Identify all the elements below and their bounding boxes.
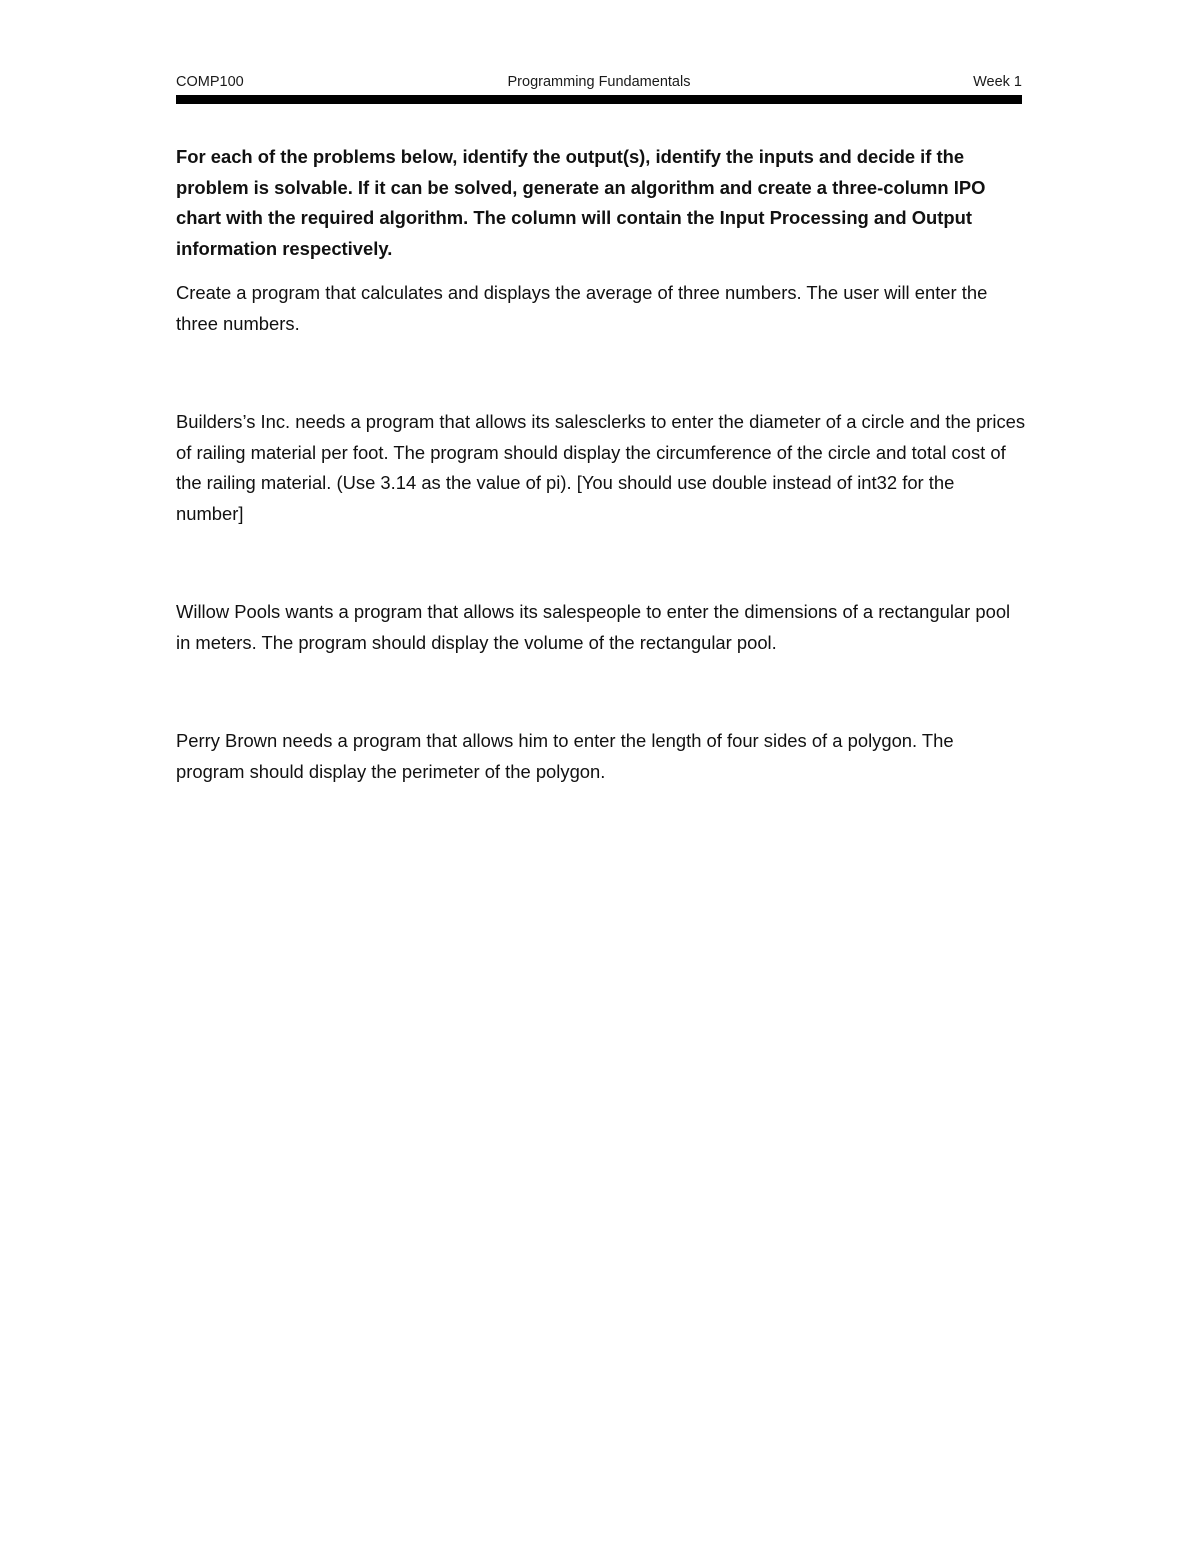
header-divider	[176, 95, 1022, 104]
header-course-title: Programming Fundamentals	[507, 74, 691, 90]
problem-perry-brown: Perry Brown needs a program that allows him to enter the length of four sides of a polygon. The program should display the perimeter of the polygon.	[176, 730, 954, 782]
page-header	[176, 70, 1022, 94]
document-body	[176, 142, 1026, 787]
problem-average: Create a program that calculates and displays the average of three numbers. The user will enter the three numbers.	[176, 282, 988, 334]
problem-willow-pools: Willow Pools wants a program that allows its salespeople to enter the dimensions of a rectangular pool in meters. The program should display the volume of the rectangular pool.	[176, 601, 1011, 653]
problem-builders: Builders’s Inc. needs a program that allows its salesclerks to enter the diameter of a circle and the prices of railing material per foot. The program should display the circumference of the circle and total cost of the railing material. (Use 3.14 as the value of pi). [You should use double instead of int32 for the number]	[176, 411, 1026, 524]
header-course-code: COMP100	[176, 74, 244, 90]
instructions-paragraph: For each of the problems below, identify the output(s), identify the inputs and decide if the problem is solvable. If it can be solved, generate an algorithm and create a three-column IPO chart with the required algorithm. The column will contain the Input Processing and Output information respectively.	[176, 146, 986, 259]
header-week: Week 1	[973, 74, 1022, 90]
